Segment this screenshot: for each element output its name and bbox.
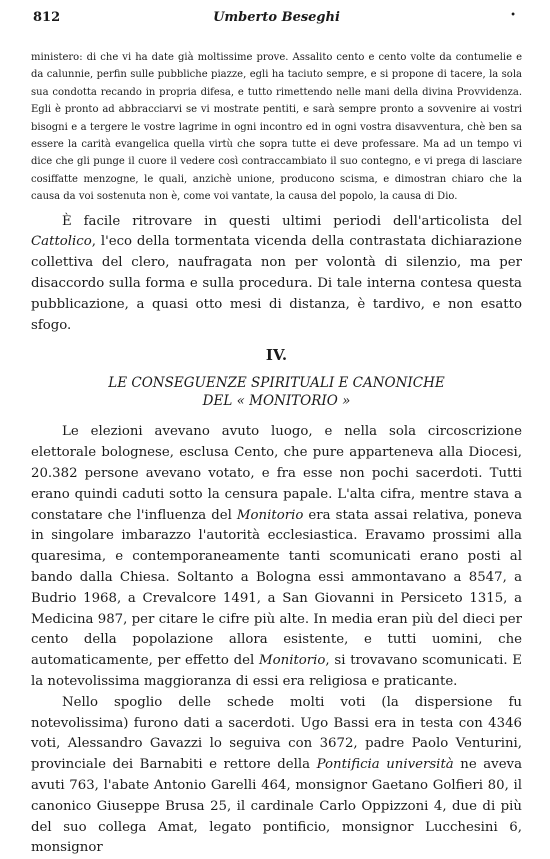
body-paragraph [31, 212, 522, 337]
paragraph-text: , l'eco della tormentata vicenda della contrastata dichiarazione collettiva del clero, naufragata non per volontà di silenzio, ma per disaccordo sulla forma e sulla procedura. Di tale interna contesa questa pubblicazione, a quasi otto mesi di distanza, è tardivo, e non esatto sfogo. [31, 234, 522, 333]
section-title [31, 374, 522, 410]
section-title-line: DEL « MONITORIO » [202, 393, 351, 410]
body-paragraph [31, 693, 522, 859]
page-number: 812 [33, 10, 61, 25]
paragraph-text: , si trovavano scomunicati. E la notevolissima maggioranza di essi era religiosa e praticante. [31, 653, 522, 689]
paragraph-text: ne aveva avuti 763, l'abate Antonio Garelli 464, monsignor Gaetano Golfieri 80, il canonico Giuseppe Brusa 25, il cardinale Carlo Oppizzoni 4, due di più del suo collega Amat, legato pontificio, monsignor Lucchesini 6, monsignor [31, 757, 522, 856]
body-paragraph [31, 422, 522, 692]
header-mark: • [510, 10, 516, 21]
italic-term: Cattolico [31, 234, 92, 250]
italic-term: Pontificia università [316, 757, 454, 773]
italic-term: Monitorio [236, 507, 304, 523]
paragraph-text: È facile ritrovare in questi ultimi periodi dell'articolista del [62, 213, 522, 229]
paragraph-text: Le elezioni avevano avuto luogo, e nella sola circoscrizione elettorale bolognese, esclusa Cento, che pure apparteneva alla Diocesi, 20.382 persone avevano votato, e fra esse non pochi sacerdoti. Tutti erano quindi caduti sotto la censura papale. L'alta cifra, mentre stava a constatare che l'influenza del [31, 424, 522, 523]
paragraph-text: Nello spoglio delle schede molti voti (la dispersione fu notevolissima) furono dati a sacerdoti. Ugo Bassi era in testa con 4346 voti, Alessandro Gavazzi lo seguiva con 3672, padre Paolo Venturini, provinciale dei Barnabiti e rettore della [31, 694, 522, 773]
section-number: IV. [265, 346, 288, 365]
running-title: Umberto Beseghi [213, 10, 340, 25]
italic-term: Monitorio [259, 653, 326, 669]
paragraph-text: era stata assai relativa, poneva in singolare imbarazzo l'autorità ecclesiastica. Eravamo prossimi alla quaresima, e contemporaneamente tanti scomunicati erano posti al bando dalla Chiesa. Soltanto a Bologna essi ammontavano a 8547, a Budrio 1968, a Crevalcore 1491, a San Giovanni in Persiceto 1315, a Medicina 987, per citare le cifre più alte. In media eran più del dieci per cento della popolazione allora esistente, e tutti uomini, che automaticamente, per effetto del [31, 507, 522, 669]
running-head [31, 10, 522, 32]
section-title-line: LE CONSEGUENZE SPIRITUALI E CANONICHE [108, 375, 445, 392]
quoted-passage: ministero: di che vi ha date già moltissime prove. Assalito cento e cento volte da contumelie e da calunnie, perfin sulle pubbliche piazze, egli ha taciuto sempre, e si propone di tacere, la sola sua condotta recando in propria difesa, e tutto rimettendo nelle mani della divina Provvidenza. Egli è pronto ad abbracciarvi se vi mostrate pentiti, e sarà sempre pronto a sovvenire ai vostri bisogni e a tergere le vostre lagrime in ogni incontro ed in ogni vostra disavventura, chè ben sa essere la carità evangelica quella virtù che sopra tutte ei deve professare. Ma ad un tempo vi dice che gli punge il cuore il vedere così contraccambiato il suo contegno, e vi prega di lasciare cosiffatte menzogne, le quali, anzichè unione, producono scisma, e dimostran chiaro che la causa da voi sostenuta non è, come voi vantate, la causa del popolo, la causa di Dio. [31, 52, 522, 203]
